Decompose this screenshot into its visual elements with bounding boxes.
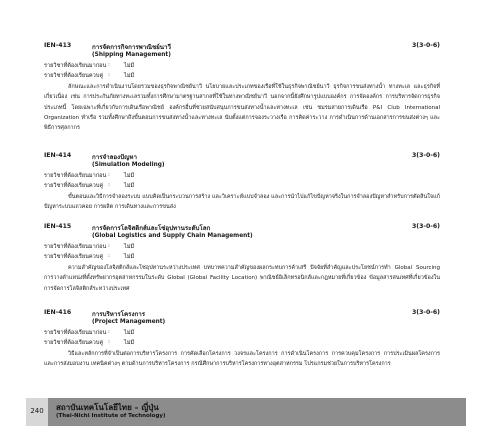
course-credits: 3(3-0-6) xyxy=(411,42,440,49)
corequisite-row xyxy=(44,253,440,263)
page-number-box xyxy=(26,398,48,426)
institute-name-th: สถาบันเทคโนโลยีไทย – ญี่ปุ่น xyxy=(56,403,159,412)
separator-colon: : xyxy=(108,329,110,335)
separator-colon: : xyxy=(108,253,110,259)
prerequisite-row xyxy=(44,243,440,253)
page-footer xyxy=(26,398,466,426)
course-title-en-row xyxy=(44,233,440,243)
separator-colon: : xyxy=(108,243,110,249)
course-code: IEN-414 xyxy=(44,152,72,159)
institute-name-en: (Thai-Nichi Institute of Technology) xyxy=(56,413,166,419)
course-header xyxy=(44,152,440,162)
page-number: 240 xyxy=(30,407,44,415)
course-title-en: (Shipping Management) xyxy=(92,52,171,58)
separator-colon: : xyxy=(108,172,110,178)
course-header xyxy=(44,309,440,319)
separator-colon: : xyxy=(108,339,110,345)
corequisite-value: ไม่มี xyxy=(124,254,135,260)
course-title-en: (Global Logistics and Supply Chain Management) xyxy=(92,233,253,239)
course-title-en: (Project Management) xyxy=(92,319,166,325)
prerequisite-row xyxy=(44,62,440,72)
corequisite-label: รายวิชาที่ต้องเรียนควบคู่ xyxy=(44,73,104,79)
course-credits: 3(3-0-6) xyxy=(411,152,440,159)
course-description: ขั้นตอนและวิธีการจำลองระบบ แบบคิดเป็นกระบวนการสร้าง และวิเคราะห์แบบจำลอง และการนำไปแก้ไขปัญหาจริงในการจำลองปัญหาสำหรับการตัดสินใจแก้ปัญหาระบบแถวคอย การผลิต การเดินทางและการขนส่ง xyxy=(44,194,440,211)
course-code: IEN-413 xyxy=(44,42,72,49)
corequisite-label: รายวิชาที่ต้องเรียนควบคู่ xyxy=(44,340,104,346)
course-ien-416 xyxy=(44,309,440,370)
course-credits: 3(3-0-6) xyxy=(411,223,440,230)
course-title-en: (Simulation Modeling) xyxy=(92,162,165,168)
corequisite-row xyxy=(44,72,440,82)
course-header xyxy=(44,42,440,52)
corequisite-value: ไม่มี xyxy=(124,183,135,189)
corequisite-value: ไม่มี xyxy=(124,73,135,79)
prerequisite-value: ไม่มี xyxy=(124,330,135,336)
course-description: ความสำคัญของโลจิสติกส์และโซ่อุปทานระหว่างประเทศ บทบาทความสำคัญของผลกระทบการค้าเสรี ปัจจัยที่สำคัญและประโยชน์การทำ Global Sourcing การวางตำแหน่งที่ตั้งทรัพยากรอุตสาหกรรมในระดับ Global (Global Facility Location) พาณิชย์อิเล็กทรอนิกส์และกฎหมายที่เกี่ยวข้อง ข้อมูลสารสนเทศที่เกี่ยวข้องในการจัดการโลจิสติกส์ระหว่างประเทศ xyxy=(44,265,440,292)
corequisite-row xyxy=(44,182,440,192)
prerequisite-row xyxy=(44,172,440,182)
course-description: ลักษณะและการดำเนินงานโดยรวมของธุรกิจพาณิชย์นาวี นโยบายและประเภทของเรือที่ใช้ในธุรกิจพาณิชย์นาวี ธุรกิจการขนส่งทางน้ำ ทางทะเล และธุรกิจที่เกี่ยวเนื่อง เช่น การประกันภัยทางทะเลรวมทั้งการศึกษามาตรฐานสากลที่ใช้ในทางพาณิชย์นาวี นอกจากนี้ยังศึกษารูปแบบองค์กร การจัดองค์กร การบริหารจัดการธุรกิจประเภทนี้ โดยเฉพาะที่เกี่ยวกับการเดินเรือพาณิชย์ องค์กรอื่นที่ช่วยสนับสนุนการขนส่งทางน้ำและทางทะเล เช่น ชมรมสายการเดินเรือ P&I Club International Organization ทำเรือ รวมทั้งศึกษาถึงขั้นตอนการขนส่งทางน้ำและทางทะเล นับตั้งแต่การจองระวางเรือ การคิดค่าระวาง การดำเนินการด้านเอกสารการขนส่งต่างๆ และพิธีการศุลกากร xyxy=(44,84,440,132)
separator-colon: : xyxy=(108,182,110,188)
corequisite-row xyxy=(44,339,440,349)
course-title-en-row xyxy=(44,162,440,172)
separator-colon: : xyxy=(108,62,110,68)
prerequisite-row xyxy=(44,329,440,339)
course-ien-414 xyxy=(44,152,440,213)
course-title-th: การบริหารโครงการ xyxy=(92,311,146,318)
course-header xyxy=(44,223,440,233)
prerequisite-label: รายวิชาที่ต้องเรียนมาก่อน xyxy=(44,244,107,250)
course-description: วิธีและหลักการที่จำเป็นต่อการบริหารโครงการ การคัดเลือกโครงการ วงจรและโครงการ การดำเนินโครงการ การควบคุมโครงการ การประเมินผลโครงการและการส่งมอบงาน เทคนิคต่างๆ ตามด้านการบริหารโครงการ กรณีศึกษาการบริหารโครงการทางอุตสาหกรรม โปรแกรมช่วยในการบริหารโครงการ xyxy=(44,351,440,368)
footer-bar xyxy=(48,398,466,426)
course-title-th: การจัดการกิจการพาณิชย์นาวี xyxy=(92,44,171,51)
course-title-en-row xyxy=(44,319,440,329)
corequisite-value: ไม่มี xyxy=(124,340,135,346)
course-title-th: การจัดการโลจิสติกส์และโซ่อุปทานระดับโลก xyxy=(92,225,211,232)
course-ien-415 xyxy=(44,223,440,294)
course-credits: 3(3-0-6) xyxy=(411,309,440,316)
prerequisite-label: รายวิชาที่ต้องเรียนมาก่อน xyxy=(44,173,107,179)
prerequisite-value: ไม่มี xyxy=(124,244,135,250)
prerequisite-label: รายวิชาที่ต้องเรียนมาก่อน xyxy=(44,330,107,336)
course-code: IEN-415 xyxy=(44,223,72,230)
corequisite-label: รายวิชาที่ต้องเรียนควบคู่ xyxy=(44,254,104,260)
prerequisite-label: รายวิชาที่ต้องเรียนมาก่อน xyxy=(44,63,107,69)
course-title-en-row xyxy=(44,52,440,62)
course-ien-413 xyxy=(44,42,440,133)
corequisite-label: รายวิชาที่ต้องเรียนควบคู่ xyxy=(44,183,104,189)
prerequisite-value: ไม่มี xyxy=(124,173,135,179)
separator-colon: : xyxy=(108,72,110,78)
prerequisite-value: ไม่มี xyxy=(124,63,135,69)
course-code: IEN-416 xyxy=(44,309,72,316)
course-title-th: การจำลองปัญหา xyxy=(92,154,137,161)
